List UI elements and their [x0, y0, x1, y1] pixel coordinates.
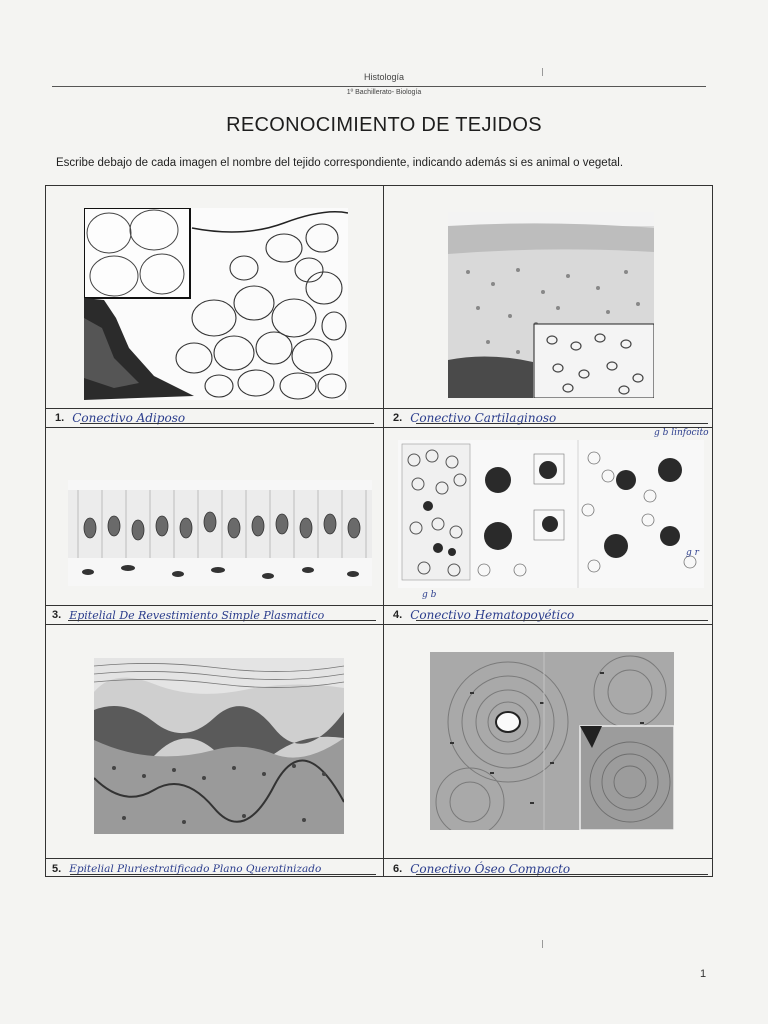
- page-number: 1: [700, 968, 707, 980]
- answer-row-5: [52, 860, 321, 878]
- document-subject: Histología: [363, 72, 405, 82]
- answer-underline: [416, 423, 708, 424]
- grid-row-divider: [45, 427, 713, 428]
- answer-underline: [68, 620, 376, 621]
- cartilage-tissue-image: [448, 212, 654, 398]
- answer-row-2: [393, 409, 556, 427]
- simple-epithelium-image: [68, 480, 372, 586]
- item-number: 1.: [55, 412, 65, 424]
- handwritten-answer[interactable]: Conectivo Cartilaginoso: [410, 411, 557, 425]
- item-number: 2.: [393, 412, 403, 424]
- header-rule: [52, 86, 706, 87]
- handwritten-answer[interactable]: Epitelial De Revestimiento Simple Plasmatico: [69, 608, 325, 622]
- item-number: 6.: [393, 863, 403, 875]
- item-number: 4.: [393, 609, 403, 621]
- handwritten-answer[interactable]: Conectivo Óseo Compacto: [410, 862, 571, 876]
- answer-row-3: [52, 606, 324, 624]
- answer-underline: [416, 620, 708, 621]
- answer-row-6: [393, 860, 570, 878]
- annotation-gb: g b: [422, 590, 437, 600]
- stratified-epithelium-image: [94, 658, 344, 834]
- item-number: 5.: [52, 863, 62, 875]
- answer-underline: [80, 423, 374, 424]
- annotation-lymphocyte: g b linfocito: [654, 428, 709, 438]
- page-title: RECONOCIMIENTO DE TEJIDOS: [226, 114, 542, 136]
- annotation-gr: g r: [686, 548, 699, 558]
- answer-row-1: [55, 409, 185, 427]
- grid-row-divider: [45, 624, 713, 625]
- compact-bone-image: [430, 652, 674, 830]
- grid-column-divider: [383, 185, 384, 877]
- handwritten-answer[interactable]: Conectivo Adiposo: [72, 411, 186, 425]
- item-number: 3.: [52, 609, 62, 621]
- adipose-tissue-image: [84, 208, 348, 400]
- grid-row-divider: [45, 858, 713, 859]
- answer-underline: [416, 874, 708, 875]
- document-course: 1º Bachillerato- Biología: [346, 89, 422, 96]
- answer-row-4: [393, 606, 574, 624]
- scan-mark: [542, 68, 543, 76]
- handwritten-answer[interactable]: Epitelial Pluriestratificado Plano Queratinizado: [69, 863, 322, 875]
- scan-mark: [542, 940, 543, 948]
- handwritten-answer[interactable]: Conectivo Hematopoyético: [410, 608, 575, 622]
- blood-cells-image: [398, 440, 704, 588]
- answer-underline: [70, 874, 376, 875]
- instructions-text: Escribe debajo de cada imagen el nombre del tejido correspondiente, indicando además si es animal o vegetal.: [56, 157, 624, 169]
